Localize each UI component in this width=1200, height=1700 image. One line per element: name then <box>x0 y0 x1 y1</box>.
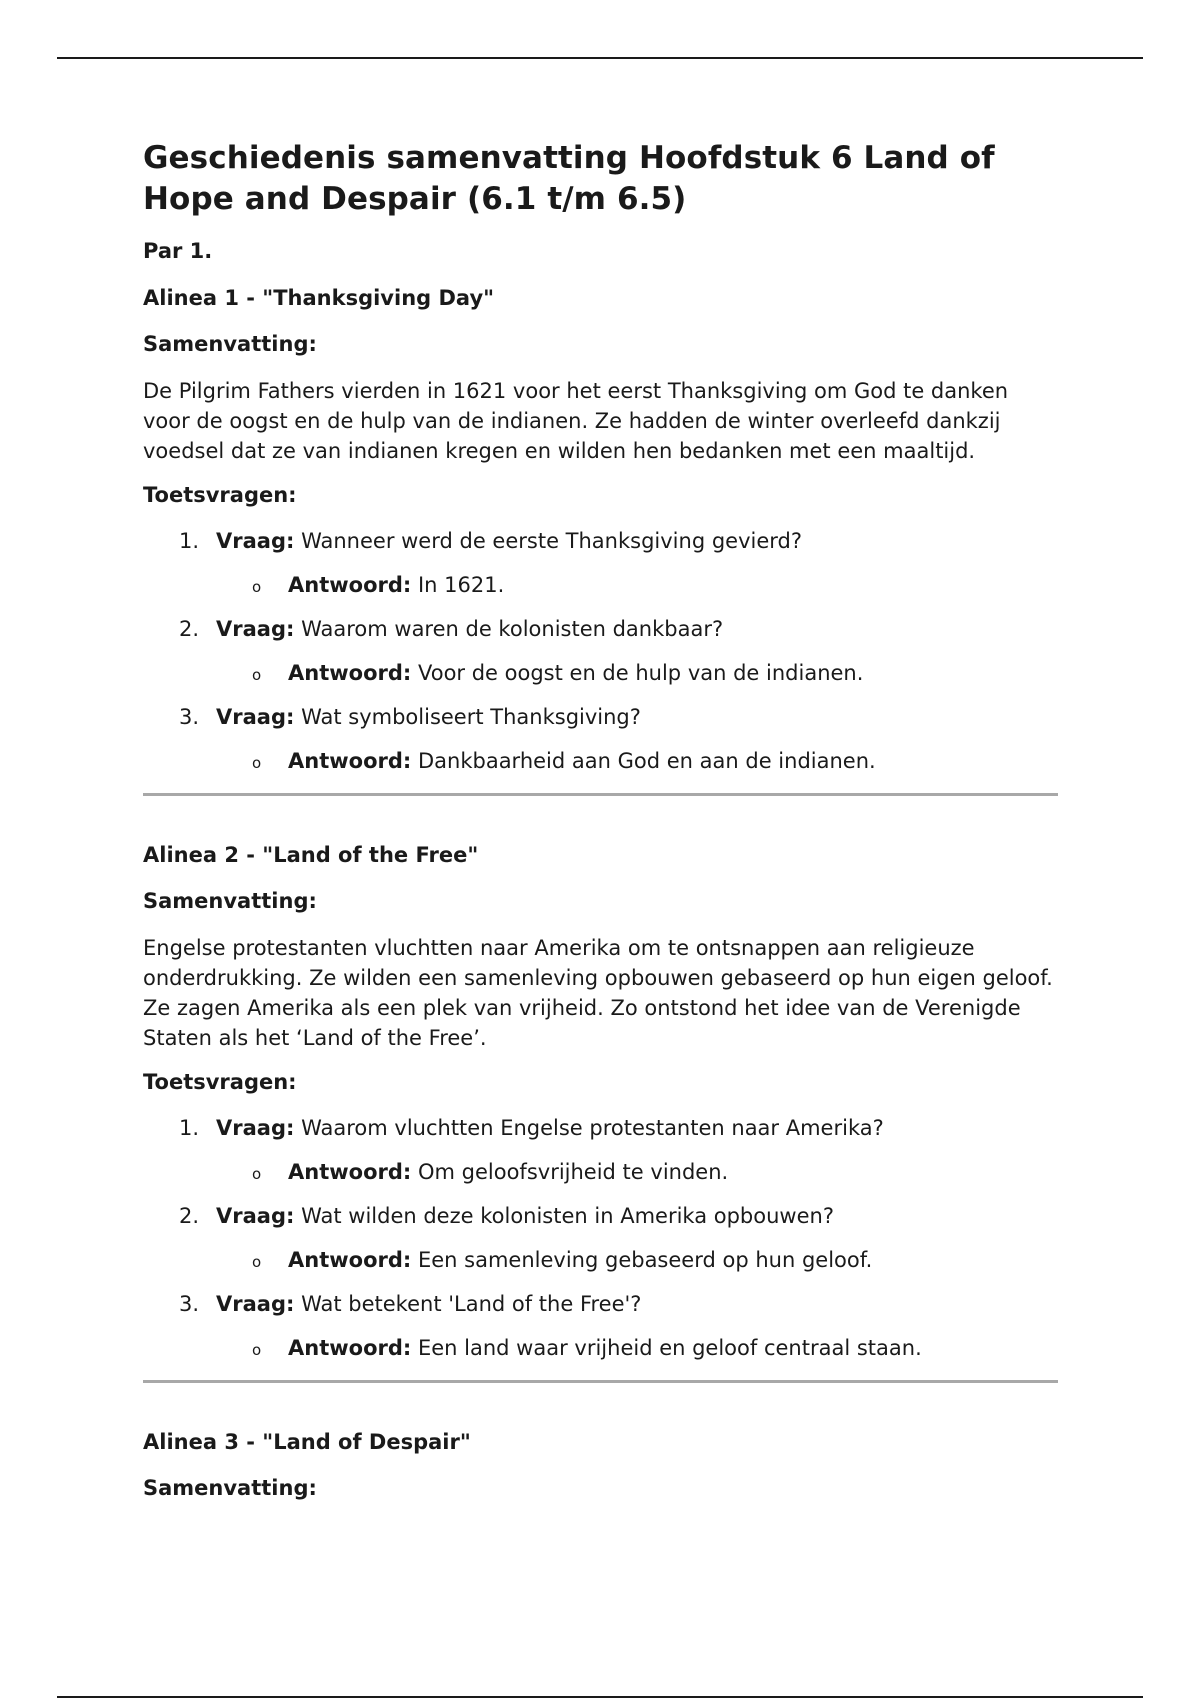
answer-prefix: Antwoord: <box>288 1336 412 1360</box>
bullet-icon: o <box>252 1165 262 1183</box>
answer-prefix: Antwoord: <box>288 661 412 685</box>
question-prefix: Vraag: <box>216 1292 295 1316</box>
section-alinea-2 <box>143 842 1058 1362</box>
section-divider <box>143 793 1058 796</box>
answer-text: Dankbaarheid aan God en aan de indianen. <box>417 749 876 773</box>
question-item <box>143 1202 1058 1274</box>
bullet-icon: o <box>252 1253 262 1271</box>
paragraph-heading: Par 1. <box>143 239 213 263</box>
section-alinea-3 <box>143 1429 1058 1502</box>
section-alinea-1 <box>143 285 1058 775</box>
document-title: Geschiedenis samenvatting Hoofdstuk 6 Land of Hope and Despair (6.1 t/m 6.5) <box>143 140 995 217</box>
question-prefix: Vraag: <box>216 529 295 553</box>
section-heading: Alinea 1 - "Thanksgiving Day" <box>143 286 495 310</box>
question-prefix: Vraag: <box>216 1116 295 1140</box>
section-heading: Alinea 3 - "Land of Despair" <box>143 1430 471 1454</box>
answer-text: Om geloofsvrijheid te vinden. <box>417 1160 729 1184</box>
question-prefix: Vraag: <box>216 1204 295 1228</box>
question-text: Wat betekent 'Land of the Free'? <box>301 1292 642 1316</box>
question-item <box>143 1290 1058 1362</box>
answer-text: Een land waar vrijheid en geloof centraal staan. <box>417 1336 922 1360</box>
question-list <box>143 1114 1058 1362</box>
question-item <box>143 703 1058 775</box>
summary-label: Samenvatting: <box>143 889 317 913</box>
summary-text: Engelse protestanten vluchtten naar Amerika om te ontsnappen aan religieuze onderdrukking. Ze wilden een samenleving opbouwen gebaseerd op hun eigen geloof. Ze zagen Amerika als een plek van vrijheid. Zo ontstond het idee van de Verenigde Staten als het ‘Land of the Free’. <box>143 936 1053 1050</box>
questions-label: Toetsvragen: <box>143 1070 297 1094</box>
question-list <box>143 527 1058 775</box>
answer-text: Een samenleving gebaseerd op hun geloof. <box>417 1248 873 1272</box>
question-number: 2. <box>179 1204 200 1228</box>
question-item <box>143 615 1058 687</box>
question-number: 3. <box>179 705 200 729</box>
summary-text: De Pilgrim Fathers vierden in 1621 voor het eerst Thanksgiving om God te danken voor de oogst en de hulp van de indianen. Ze hadden de winter overleefd dankzij voedsel dat ze van indianen kregen en wilden hen bedanken met een maaltijd. <box>143 379 1009 463</box>
question-prefix: Vraag: <box>216 617 295 641</box>
answer-prefix: Antwoord: <box>288 1248 412 1272</box>
page-top-rule <box>57 57 1143 59</box>
summary-label: Samenvatting: <box>143 332 317 356</box>
question-number: 2. <box>179 617 200 641</box>
section-divider <box>143 1380 1058 1383</box>
answer-text: Voor de oogst en de hulp van de indianen. <box>417 661 864 685</box>
answer-prefix: Antwoord: <box>288 1160 412 1184</box>
question-number: 1. <box>179 529 200 553</box>
question-text: Wat symboliseert Thanksgiving? <box>301 705 641 729</box>
bullet-icon: o <box>252 578 262 596</box>
question-text: Waarom waren de kolonisten dankbaar? <box>301 617 724 641</box>
question-prefix: Vraag: <box>216 705 295 729</box>
question-item <box>143 527 1058 599</box>
question-text: Waarom vluchtten Engelse protestanten naar Amerika? <box>301 1116 884 1140</box>
question-item <box>143 1114 1058 1186</box>
page-bottom-rule <box>57 1696 1143 1698</box>
bullet-icon: o <box>252 1341 262 1359</box>
bullet-icon: o <box>252 666 262 684</box>
question-number: 3. <box>179 1292 200 1316</box>
summary-label: Samenvatting: <box>143 1476 317 1500</box>
answer-prefix: Antwoord: <box>288 749 412 773</box>
answer-prefix: Antwoord: <box>288 573 412 597</box>
question-text: Wanneer werd de eerste Thanksgiving gevierd? <box>301 529 803 553</box>
question-text: Wat wilden deze kolonisten in Amerika opbouwen? <box>301 1204 834 1228</box>
answer-text: In 1621. <box>417 573 505 597</box>
document-body <box>143 138 1058 1520</box>
questions-label: Toetsvragen: <box>143 483 297 507</box>
section-heading: Alinea 2 - "Land of the Free" <box>143 843 479 867</box>
question-number: 1. <box>179 1116 200 1140</box>
bullet-icon: o <box>252 754 262 772</box>
